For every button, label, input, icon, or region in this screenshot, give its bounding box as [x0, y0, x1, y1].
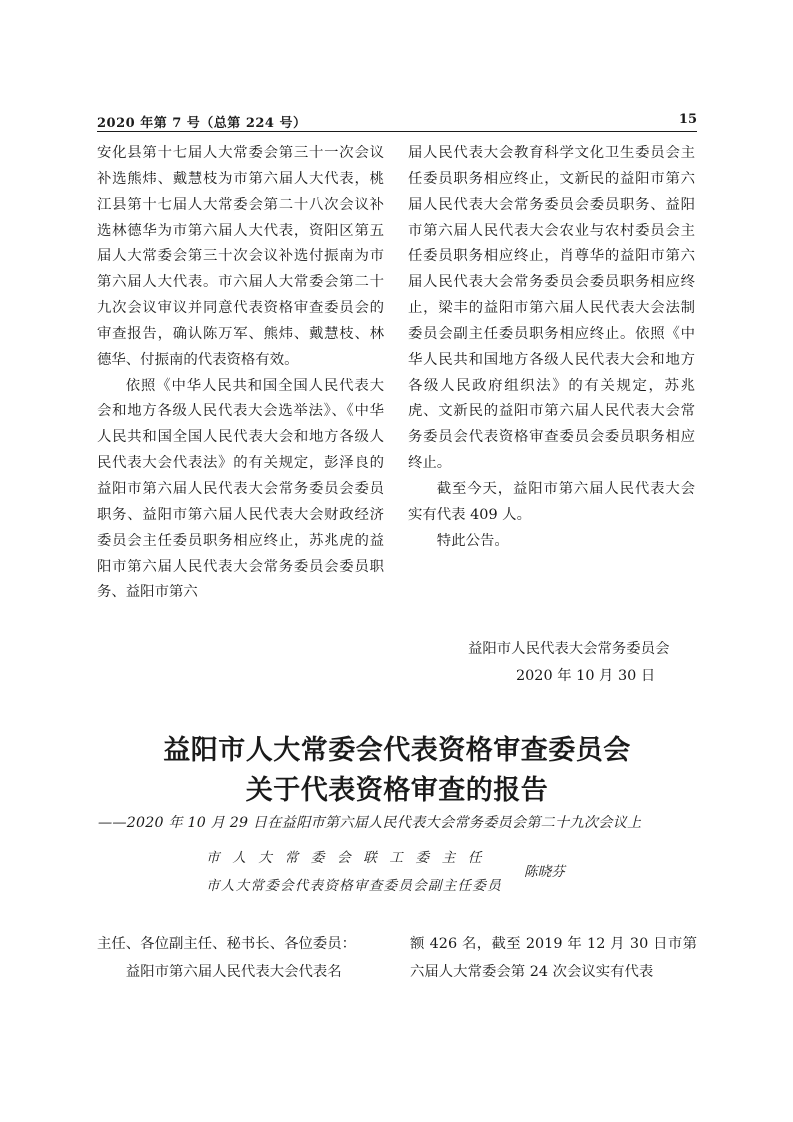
author-name: 陈晓芬: [524, 864, 565, 880]
report-body-right-text: 额 426 名，截至 2019 年 12 月 30 日市第六届人大常委会第 24 次会议实有代表: [410, 936, 697, 980]
left-column: [97, 141, 384, 606]
header-divider: [97, 131, 697, 132]
signature-organization: 益阳市人民代表大会常务委员会: [468, 641, 670, 657]
report-salutation: 主任、各位副主任、秘书长、各位委员：: [97, 936, 357, 952]
left-paragraph-1: 安化县第十七届人大常委会第三十一次会议补选熊炜、戴慧枝为市第六届人大代表，桃江县第十七届人大常委会第二十八次会议补选林德华为市第六届人大代表，资阳区第五届人大常委会第三十次会议补选付振南为市第六届人大代表。市六届人大常委会第二十九次会议审议并同意代表资格审查委员会的审查报告，确认陈万军、熊炜、戴慧枝、林德华、付振南的代表资格有效。: [97, 145, 384, 368]
left-paragraph-2: 依照《中华人民共和国全国人民代表大会和地方各级人民代表大会选举法》、《中华人民共和国全国人民代表大会和地方各级人民代表大会代表法》的有关规定，彭泽良的益阳市第六届人民代表大会常务委员会委员职务、益阳市第六届人民代表大会财政经济委员会主任委员职务相应终止，苏兆虎的益阳市第六届人民代表大会常务委员会委员职务、益阳市第六: [97, 377, 384, 601]
report-body-right: [410, 930, 697, 986]
report-body-left: [97, 930, 384, 986]
right-paragraph-2: 截至今天，益阳市第六届人民代表大会实有代表 409 人。: [408, 480, 695, 523]
report-body-left-text: 益阳市第六届人民代表大会代表名: [125, 964, 342, 980]
right-column: [408, 141, 695, 555]
right-paragraph-3: 特此公告。: [436, 532, 509, 549]
author-role-1: 市人大常委会联工委主任: [206, 850, 495, 866]
right-paragraph-1: 届人民代表大会教育科学文化卫生委员会主任委员职务相应终止，文新民的益阳市第六届人民代表大会常务委员会委员职务、益阳市第六届人民代表大会农业与农村委员会主任委员职务相应终止，肖尊华的益阳市第六届人民代表大会常务委员会委员职务相应终止，梁丰的益阳市第六届人民代表大会法制委员会副主任委员职务相应终止。依照《中华人民共和国地方各级人民代表大会和地方各级人民政府组织法》的有关规定，苏兆虎、文新民的益阳市第六届人民代表大会常务委员会代表资格审查委员会委员职务相应终止。: [408, 145, 695, 472]
page-number: 15: [678, 112, 697, 127]
issue-label: 2020 年第 7 号（总第 224 号）: [97, 116, 307, 131]
author-role-2: 市人大常委会代表资格审查委员会副主任委员: [206, 878, 502, 894]
signature-date: 2020 年 10 月 30 日: [516, 668, 656, 684]
report-title-line-1: 益阳市人大常委会代表资格审查委员会: [163, 735, 631, 766]
report-subtitle: ——2020 年 10 月 29 日在益阳市第六届人民代表大会常务委员会第二十九次会议上: [98, 815, 642, 831]
report-title-line-2: 关于代表资格审查的报告: [245, 775, 549, 806]
